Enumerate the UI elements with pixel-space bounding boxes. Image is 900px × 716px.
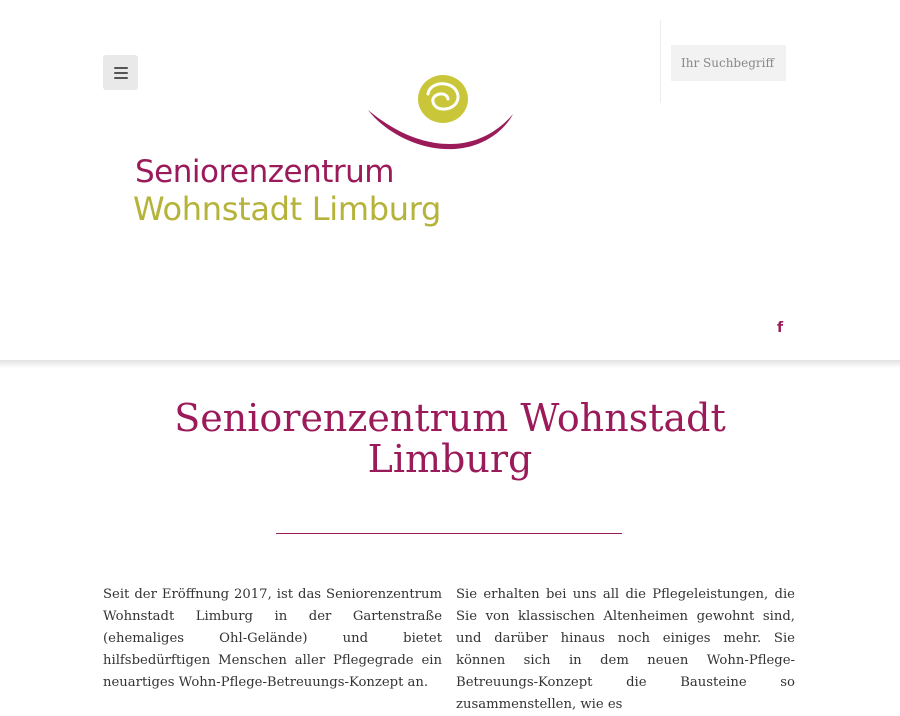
- search-input[interactable]: Ihr Suchbegriff: [671, 45, 786, 81]
- site-logo[interactable]: [128, 66, 518, 236]
- header-divider: [660, 20, 661, 103]
- page-title: Seniorenzentrum Wohnstadt Limburg: [174, 396, 726, 481]
- logo-text-line1: Seniorenzentrum: [135, 154, 394, 190]
- hamburger-icon: [114, 67, 128, 79]
- logo-emblem-icon: [358, 66, 518, 156]
- header-shadow: [0, 360, 900, 368]
- logo-text-line2: Wohnstadt Limburg: [133, 190, 442, 228]
- title-divider: [276, 533, 622, 534]
- intro-text-right: Sie erhalten bei uns all die Pflegeleistungen, die Sie von klassischen Altenheimen gewohnt sind, und darüber hinaus noch einiges mehr. Sie können sich in dem neuen Wohn-Pflege-Betreuungs-Konzept die Bausteine so zusammenstellen, wie es: [456, 587, 795, 712]
- facebook-icon[interactable]: f: [776, 320, 784, 336]
- intro-text-left: Seit der Eröffnung 2017, ist das Seniorenzentrum Wohnstadt Limburg in der Gartenstraße (ehemaliges Ohl-Gelände) und bietet hilfsbedürftigen Menschen aller Pflegegrade ein neuartiges Wohn-Pflege-Betreuungs-Konzept an.: [103, 587, 442, 690]
